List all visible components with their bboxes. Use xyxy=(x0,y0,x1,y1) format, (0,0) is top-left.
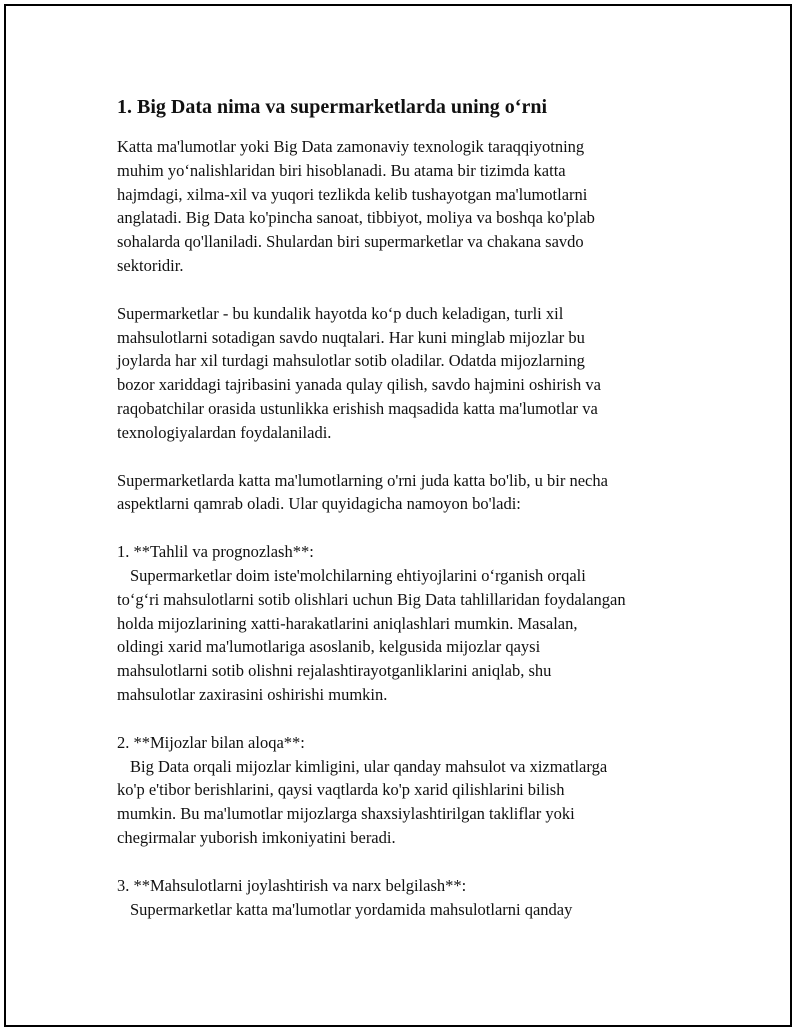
text-line: anglatadi. Big Data ko'pincha sanoat, tibbiyot, moliya va boshqa ko'plab xyxy=(117,208,595,228)
list-item-title: 2. **Mijozlar bilan aloqa**: xyxy=(117,732,305,752)
text-line: Katta ma'lumotlar yoki Big Data zamonaviy texnologik taraqqiyotning xyxy=(117,137,585,156)
list-item-placement xyxy=(117,874,697,922)
text-line: joylarda har xil turdagi mahsulotlar sotib oladilar. Odatda mijozlarning xyxy=(117,351,585,371)
text-line: holda mijozlarining xatti-harakatlarini aniqlashlari mumkin. Masalan, xyxy=(117,613,578,633)
paragraph-role xyxy=(117,469,697,517)
document-body xyxy=(117,95,697,945)
text-line: Supermarketlar katta ma'lumotlar yordamida mahsulotlarni qanday xyxy=(130,899,573,919)
text-line: mahsulotlarni sotadigan savdo nuqtalari. Har kuni minglab mijozlar bu xyxy=(117,327,585,347)
text-line: hajmdagi, xilma-xil va yuqori tezlikda kelib tushayotgan ma'lumotlarni xyxy=(117,184,588,204)
list-item-customers xyxy=(117,731,697,850)
text-line: chegirmalar yuborish imkoniyatini beradi. xyxy=(117,827,396,847)
text-line: Supermarketlarda katta ma'lumotlarning o'rni juda katta bo'lib, u bir necha xyxy=(117,470,608,490)
text-line: Supermarketlar doim iste'molchilarning ehtiyojlarini o‘rganish orqali xyxy=(130,565,586,585)
text-line: mahsulotlar zaxirasini oshirishi mumkin. xyxy=(117,684,388,704)
text-line: mahsulotlarni sotib olishni rejalashtirayotganliklarini aniqlab, shu xyxy=(117,661,552,681)
text-line: Supermarketlar - bu kundalik hayotda ko‘p duch keladigan, turli xil xyxy=(117,303,564,323)
text-line: sohalarda qo'llaniladi. Shulardan biri supermarketlar va chakana savdo xyxy=(117,232,584,252)
text-line: texnologiyalardan foydalaniladi. xyxy=(117,422,332,442)
text-line: muhim yo‘nalishlaridan biri hisoblanadi. Bu atama bir tizimda katta xyxy=(117,160,566,180)
list-item-title: 3. **Mahsulotlarni joylashtirish va narx belgilash**: xyxy=(117,875,467,895)
section-heading: 1. Big Data nima va supermarketlarda uning o‘rni xyxy=(117,96,548,118)
list-item-analysis xyxy=(117,540,697,707)
text-line: ko'p e'tibor berishlarini, qaysi vaqtlarda ko'p xarid qilishlarini bilish xyxy=(117,780,565,800)
list-item-title: 1. **Tahlil va prognozlash**: xyxy=(117,542,314,562)
text-line: raqobatchilar orasida ustunlikka erishish maqsadida katta ma'lumotlar va xyxy=(117,398,598,418)
text-line: to‘g‘ri mahsulotlarni sotib olishlari uchun Big Data tahlillaridan foydalangan xyxy=(117,589,626,609)
text-line: Big Data orqali mijozlar kimligini, ular qanday mahsulot va xizmatlarga xyxy=(130,756,608,776)
paragraph-intro xyxy=(117,135,697,278)
text-line: mumkin. Bu ma'lumotlar mijozlarga shaxsiylashtirilgan takliflar yoki xyxy=(117,804,575,824)
text-line: sektoridir. xyxy=(117,255,184,275)
paragraph-supermarkets xyxy=(117,302,697,445)
text-line: oldingi xarid ma'lumotlariga asoslanib, kelgusida mijozlar qaysi xyxy=(117,637,541,657)
text-line: aspektlarni qamrab oladi. Ular quyidagicha namoyon bo'ladi: xyxy=(117,494,521,514)
text-line: bozor xariddagi tajribasini yanada qulay qilish, savdo hajmini oshirish va xyxy=(117,375,601,395)
